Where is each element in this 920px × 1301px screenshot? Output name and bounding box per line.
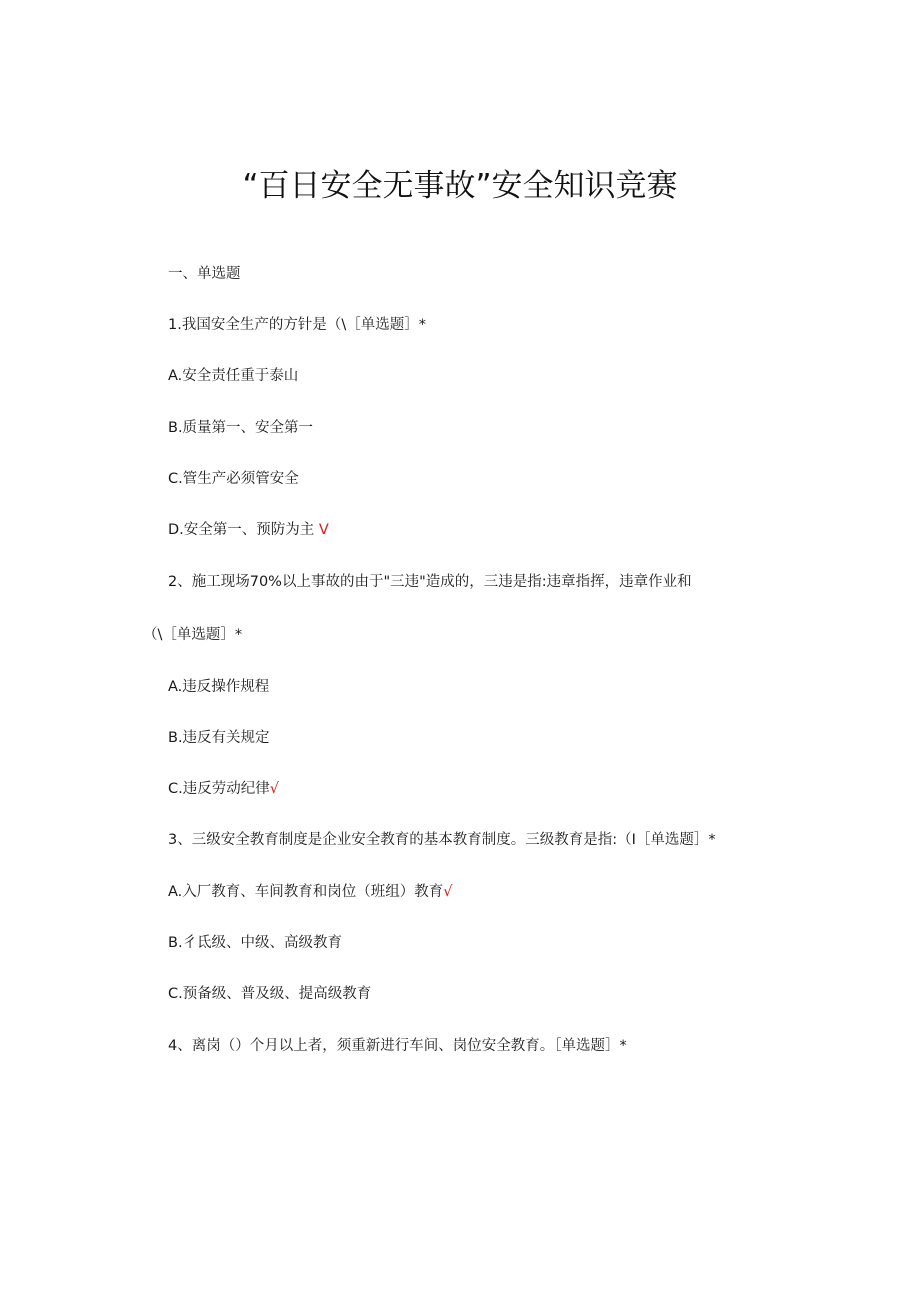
option-text: C.管生产必须管安全 [168,471,299,487]
question-3-option-c [168,984,371,1004]
question-3-text: 3、三级安全教育制度是企业安全教育的基本教育制度。三级教育是指:（I［单选题］* [168,832,716,848]
option-text: B.违反有关规定 [168,730,270,746]
question-2-option-c [168,779,279,799]
section-heading: 一、单选题 [168,266,241,282]
question-2-text-line2: （\［单选题］* [143,627,243,643]
question-2-option-b [168,728,270,748]
question-1-option-b [168,418,313,438]
question-1-option-d [168,520,329,540]
option-text: A.入厂教育、车间教育和岗位（班组）教育 [168,884,444,900]
question-2-option-a [168,677,269,697]
option-text: B.彳氐级、中级、高级教育 [168,935,343,951]
option-text: B.质量第一、安全第一 [168,420,314,436]
option-text: C.预备级、普及级、提高级教育 [168,986,372,1002]
document-title: “百日安全无事故”安全知识竞赛 [242,168,678,204]
question-1-option-a [168,366,298,386]
question-1-text: 1.我国安全生产的方针是（\［单选题］* [168,317,426,333]
option-text: A.违反操作规程 [168,679,270,695]
question-4-text: 4、离岗（）个月以上者，须重新进行车间、岗位安全教育。［单选题］* [168,1038,627,1054]
question-3-option-a [168,882,453,902]
correct-mark: √ [269,781,279,797]
question-1-option-c [168,469,299,489]
option-text: D.安全第一、预防为主 [168,522,315,538]
correct-mark: V [314,522,329,538]
option-text: C.违反劳动纪律 [168,781,270,797]
question-3-option-b [168,933,342,953]
question-2-text-line1: 2、施工现场70%以上事故的由于"三违"造成的，三违是指:违章指挥，违章作业和 [168,574,692,590]
option-text: A.安全责任重于泰山 [168,368,299,384]
correct-mark: √ [443,884,453,900]
